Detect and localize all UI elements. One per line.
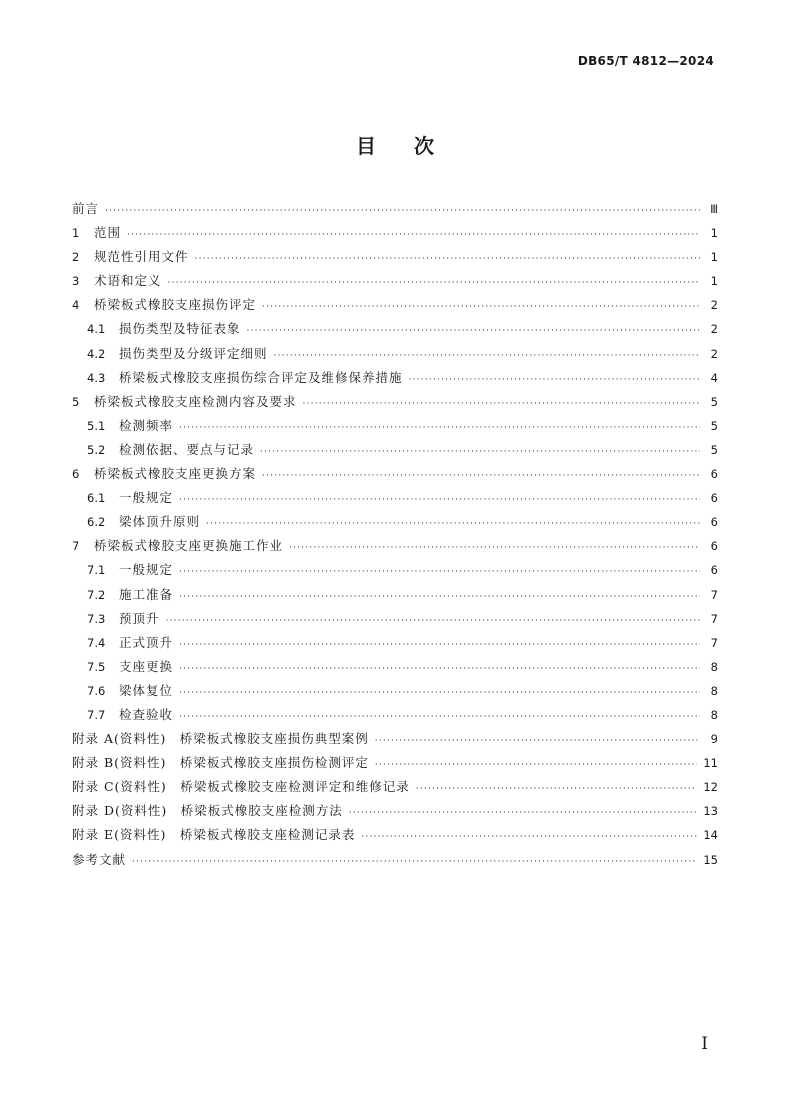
toc-entry-title: 附录 D(资料性) 桥梁板式橡胶支座检测方法 [72,803,343,819]
toc-entry[interactable] [72,223,718,247]
toc-leader-dots [375,736,700,746]
toc-entry-page: 6 [710,539,718,554]
toc-entry-page: 6 [710,563,718,578]
toc-entry-page: 8 [710,707,718,722]
toc-entry[interactable] [72,319,718,343]
toc-leader-dots [416,784,698,794]
toc-entry-title: 施工准备 [119,586,174,602]
toc-entry[interactable] [72,464,718,488]
toc-leader-dots [179,688,700,698]
toc-leader-dots [247,326,700,336]
toc-entry-number: 7.2 [87,587,106,602]
toc-entry-number: 7 [72,539,80,554]
toc-entry-title: 正式顶升 [119,634,174,650]
toc-entry-title: 规范性引用文件 [94,249,189,265]
toc-entry-title: 检查验收 [119,706,174,722]
toc-entry-title: 桥梁板式橡胶支座检测内容及要求 [94,393,297,409]
toc-entry-page: 8 [710,659,718,674]
toc-leader-dots [349,808,698,818]
toc-entry[interactable] [72,657,718,681]
toc-entry-title: 前言 [72,201,100,216]
toc-entry-page: 7 [710,611,718,626]
page-number: I [701,1034,708,1054]
toc-entry-number: 7.6 [87,683,106,698]
toc-entry[interactable] [72,560,718,584]
toc-entry-number: 7.1 [87,563,106,578]
toc-entry-page: 14 [703,828,718,843]
toc-entry-page: 1 [710,250,718,265]
toc-leader-dots [179,592,700,602]
toc-entry[interactable] [72,344,718,368]
toc-entry-title: 一般规定 [119,490,174,506]
table-of-contents [72,199,718,874]
toc-entry-number: 7.4 [87,635,106,650]
toc-entry-page: 11 [703,756,718,771]
toc-entry-title: 桥梁板式橡胶支座更换施工作业 [94,538,284,554]
toc-entry-number: 7.5 [87,659,106,674]
toc-entry[interactable] [72,247,718,271]
toc-entry-page: 2 [710,346,718,361]
toc-entry[interactable] [72,392,718,416]
toc-entry[interactable] [72,271,718,295]
toc-entry-page: 7 [710,587,718,602]
toc-entry[interactable] [72,295,718,319]
toc-entry-number: 1 [72,226,80,241]
toc-entry-number: 2 [72,250,80,265]
toc-leader-dots [166,616,700,626]
toc-entry-title: 范围 [94,225,122,241]
toc-entry-title: 一般规定 [119,562,174,578]
toc-leader-dots [132,857,697,867]
toc-leader-dots [206,519,700,529]
toc-entry-page: 5 [710,394,718,409]
toc-leader-dots [409,375,700,385]
toc-leader-dots [105,206,700,216]
toc-entry-title: 检测依据、要点与记录 [119,441,255,457]
toc-entry-number: 6.1 [87,491,106,506]
toc-entry[interactable] [72,777,718,801]
toc-entry[interactable] [72,536,718,560]
toc-entry-title: 损伤类型及分级评定细则 [119,345,268,361]
toc-entry[interactable] [72,801,718,825]
document-code: DB65/T 4812—2024 [577,54,714,68]
toc-entry[interactable] [72,729,718,753]
toc-leader-dots [179,495,700,505]
toc-entry-page: 6 [710,515,718,530]
toc-entry-page: 12 [703,780,718,795]
toc-entry-title: 检测频率 [119,417,174,433]
toc-leader-dots [361,832,697,842]
toc-entry[interactable] [72,488,718,512]
toc-entry-number: 5.1 [87,418,106,433]
toc-leader-dots [375,760,697,770]
toc-entry-title: 附录 A(资料性) 桥梁板式橡胶支座损伤典型案例 [72,731,369,747]
toc-leader-dots [274,351,700,361]
toc-entry[interactable] [72,585,718,609]
toc-leader-dots [179,640,700,650]
toc-entry-page: 13 [703,804,718,819]
toc-entry-page: 9 [710,732,718,747]
toc-entry[interactable] [72,609,718,633]
toc-leader-dots [195,254,700,264]
toc-entry[interactable] [72,416,718,440]
toc-entry-title: 预顶升 [119,610,160,626]
toc-leader-dots [303,399,700,409]
toc-entry-page: 1 [710,274,718,289]
toc-entry-number: 6 [72,467,80,482]
toc-leader-dots [127,230,700,240]
toc-entry[interactable] [72,705,718,729]
toc-entry-number: 4.1 [87,322,106,337]
toc-entry-page: 7 [710,635,718,650]
toc-entry-page: 2 [710,298,718,313]
toc-leader-dots [179,664,700,674]
toc-entry-number: 3 [72,274,80,289]
toc-entry-number: 7.7 [87,707,106,722]
toc-entry[interactable] [72,199,718,223]
toc-entry-title: 附录 B(资料性) 桥梁板式橡胶支座损伤检测评定 [72,755,369,771]
toc-entry-number: 4.2 [87,346,106,361]
toc-entry-title: 附录 C(资料性) 桥梁板式橡胶支座检测评定和维修记录 [72,779,410,795]
toc-entry-title: 损伤类型及特征表象 [119,321,241,337]
toc-entry-title: 梁体复位 [119,682,174,698]
toc-entry-title: 附录 E(资料性) 桥梁板式橡胶支座检测记录表 [72,827,356,843]
toc-leader-dots [168,278,700,288]
toc-entry-page: 15 [703,852,718,867]
toc-entry-page: 2 [710,322,718,337]
toc-entry-page: 6 [710,491,718,506]
toc-entry-title: 桥梁板式橡胶支座损伤综合评定及维修保养措施 [119,369,403,385]
toc-leader-dots [262,302,700,312]
toc-entry-page: 5 [710,418,718,433]
toc-entry-page: 8 [710,683,718,698]
toc-entry-number: 6.2 [87,515,106,530]
toc-leader-dots [289,543,700,553]
page-title: 目次 [356,134,472,158]
toc-entry-page: 1 [710,226,718,241]
toc-entry-title: 术语和定义 [94,273,162,289]
toc-entry[interactable] [72,440,718,464]
toc-leader-dots [179,712,700,722]
toc-entry[interactable] [72,753,718,777]
toc-entry-page: 4 [710,370,718,385]
toc-entry[interactable] [72,850,718,874]
toc-entry-title: 桥梁板式橡胶支座损伤评定 [94,297,257,313]
toc-entry-title: 桥梁板式橡胶支座更换方案 [94,466,257,482]
toc-entry-title: 支座更换 [119,658,174,674]
toc-entry-title: 梁体顶升原则 [119,514,201,530]
toc-entry-page: 6 [710,467,718,482]
toc-entry-number: 4.3 [87,370,106,385]
toc-leader-dots [262,471,700,481]
toc-entry-page: 5 [710,442,718,457]
toc-leader-dots [179,423,700,433]
toc-entry-number: 7.3 [87,611,106,626]
toc-entry[interactable] [72,512,718,536]
toc-entry[interactable] [72,825,718,849]
toc-leader-dots [179,567,700,577]
toc-entry-title: 参考文献 [72,851,127,867]
toc-entry-number: 4 [72,298,80,313]
toc-entry-page: Ⅲ [710,202,718,216]
toc-entry-number: 5.2 [87,442,106,457]
toc-entry[interactable] [72,681,718,705]
toc-leader-dots [260,447,700,457]
toc-entry-number: 5 [72,394,80,409]
toc-entry[interactable] [72,633,718,657]
toc-entry[interactable] [72,368,718,392]
